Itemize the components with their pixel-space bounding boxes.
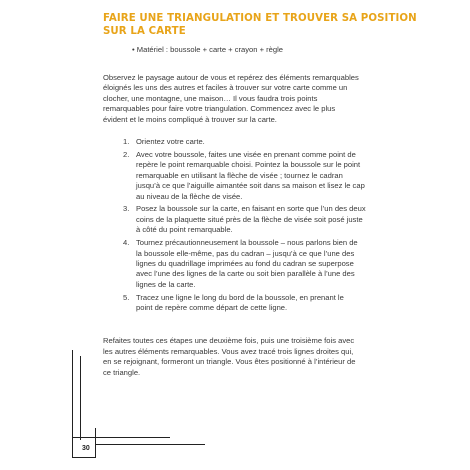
step-line: lignes du quadrillage imprimées au fond du cadran se superpose bbox=[136, 258, 354, 268]
step-line: lignes de la carte. bbox=[136, 279, 196, 289]
step-number: 5. bbox=[123, 292, 130, 302]
intro-paragraph bbox=[103, 73, 403, 125]
outro-line: en se rejoignant, formeront un triangle. Vous êtes positionné à l’intérieur de bbox=[103, 357, 356, 367]
step-line: remarquable en utilisant la flèche de visée ; tournez le cadran bbox=[136, 170, 343, 180]
step-line: avec l’une des lignes de la carte ou soit bien parallèle à l’une des bbox=[136, 269, 355, 279]
frame-horizontal-bottom bbox=[95, 444, 205, 445]
intro-line: remarquables pour faire votre triangulation. Commencez avec le plus bbox=[103, 104, 336, 114]
step-line: Tournez précautionneusement la boussole – nous parlons bien de bbox=[136, 238, 358, 248]
outro-line: les autres éléments remarquables. Vous avez tracé trois lignes droites qui, bbox=[103, 346, 354, 356]
step-line: Tracez une ligne le long du bord de la boussole, en prenant le bbox=[136, 292, 344, 302]
step-line: point de repère comme départ de cette ligne. bbox=[136, 303, 288, 313]
intro-line: Observez le paysage autour de vous et repérez des éléments remarquables bbox=[103, 73, 359, 82]
intro-line: éloignés les uns des autres et faciles à trouver sur votre carte comme un bbox=[103, 83, 348, 93]
step-5 bbox=[123, 293, 413, 314]
step-4 bbox=[123, 238, 413, 290]
step-2 bbox=[123, 150, 413, 202]
heading-line-2: SUR LA CARTE bbox=[103, 26, 186, 37]
section-heading bbox=[103, 12, 417, 38]
frame-horizontal-base bbox=[72, 457, 96, 458]
heading-line-1: FAIRE UNE TRIANGULATION ET TROUVER SA POSITION bbox=[103, 13, 417, 24]
step-line: à côté du point remarquable. bbox=[136, 225, 233, 235]
outro-line: Refaites toutes ces étapes une deuxième fois, puis une troisième fois avec bbox=[103, 336, 355, 345]
materials-bullet: • Matériel : boussole + carte + crayon + règle bbox=[132, 45, 284, 54]
outro-line: ce triangle. bbox=[103, 367, 141, 377]
intro-line: évident et le moins compliqué à trouver sur la carte. bbox=[103, 114, 277, 124]
step-line: Orientez votre carte. bbox=[136, 137, 205, 146]
step-number: 1. bbox=[123, 137, 130, 146]
step-line: Posez la boussole sur la carte, en faisant en sorte que l’un des deux bbox=[136, 204, 366, 214]
frame-vertical-outer bbox=[72, 350, 73, 458]
steps-list bbox=[123, 137, 413, 316]
step-line: Avec votre boussole, faites une visée en prenant comme point de bbox=[136, 149, 356, 159]
step-number: 4. bbox=[123, 238, 130, 248]
intro-line: clocher, une montagne, une maison… Il vous faudra trois points bbox=[103, 93, 318, 103]
step-line: repère le point remarquable choisi. Pointez la boussole sur le point bbox=[136, 160, 361, 170]
step-line: la boussole elle-même, pas du cadran – jusqu’à ce que l’une des bbox=[136, 248, 355, 258]
frame-vertical-third bbox=[95, 428, 96, 458]
step-number: 3. bbox=[123, 204, 130, 214]
step-line: coins de la plaquette situé près de la flèche de visée soit posé juste bbox=[136, 214, 363, 224]
frame-horizontal-top bbox=[72, 437, 170, 438]
step-line: au niveau de la flèche de visée. bbox=[136, 191, 243, 201]
page-number: 30 bbox=[82, 445, 90, 452]
outro-paragraph bbox=[103, 336, 403, 378]
frame-vertical-inner bbox=[80, 356, 81, 440]
step-3 bbox=[123, 204, 413, 235]
step-1 bbox=[123, 137, 413, 147]
step-line: jusqu’à ce que l’aiguille aimantée soit dans sa maison et lisez le cap bbox=[136, 181, 365, 191]
step-number: 2. bbox=[123, 149, 130, 159]
